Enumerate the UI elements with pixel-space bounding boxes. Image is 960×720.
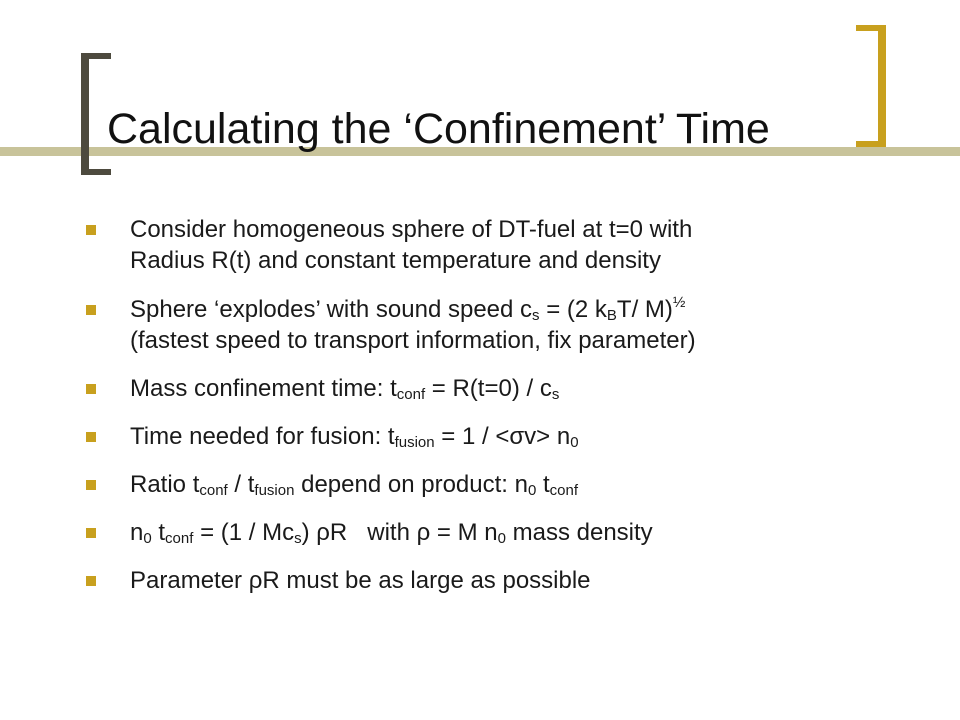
right-bracket-bar [878, 25, 886, 147]
left-bracket-top [81, 53, 111, 59]
bullet-product-formula: $n_0$ $t_{conf} = (1 / Mc_s)$ ρR with ρ = M $n_0$ mass density [86, 517, 906, 548]
right-bracket-top [856, 25, 886, 31]
bullet-marker [86, 305, 96, 315]
bullet-marker [86, 384, 96, 394]
bullet-marker [86, 480, 96, 490]
left-bracket-bar [81, 53, 89, 175]
bullet-mass-confinement-time: Mass confinement time: $t_{conf} = R(t=0) / c_s$ [86, 373, 906, 404]
left-bracket-bottom [81, 169, 111, 175]
slide-title: Calculating the ‘Confinement’ Time [107, 105, 770, 153]
bullet-marker [86, 225, 96, 235]
bullet-sound-speed: Sphere ‘explodes’ with sound speed $c_s = (2$ $k_BT/$ M)$^{\frac{1}{2}}$ (fastest speed to transport information, fix parameter) [86, 294, 906, 356]
bullet-fusion-time: Time needed for fusion: $t_{fusion} = 1 / <\sigma v> n_0$ [86, 421, 906, 452]
bullet-marker [86, 528, 96, 538]
bullet-list [86, 214, 906, 596]
bullet-homogeneous-sphere: Consider homogeneous sphere of DT-fuel at t=0 with Radius R(t) and constant temperature and density [86, 214, 906, 276]
bullet-marker [86, 432, 96, 442]
bullet-ratio: Ratio $t_{conf} / t_{fusion}$ depend on product: $n_0$ $t_{conf}$ [86, 469, 906, 500]
bullet-marker [86, 576, 96, 586]
bullet-parameter-rhoR: Parameter ρR must be as large as possible [86, 565, 906, 596]
